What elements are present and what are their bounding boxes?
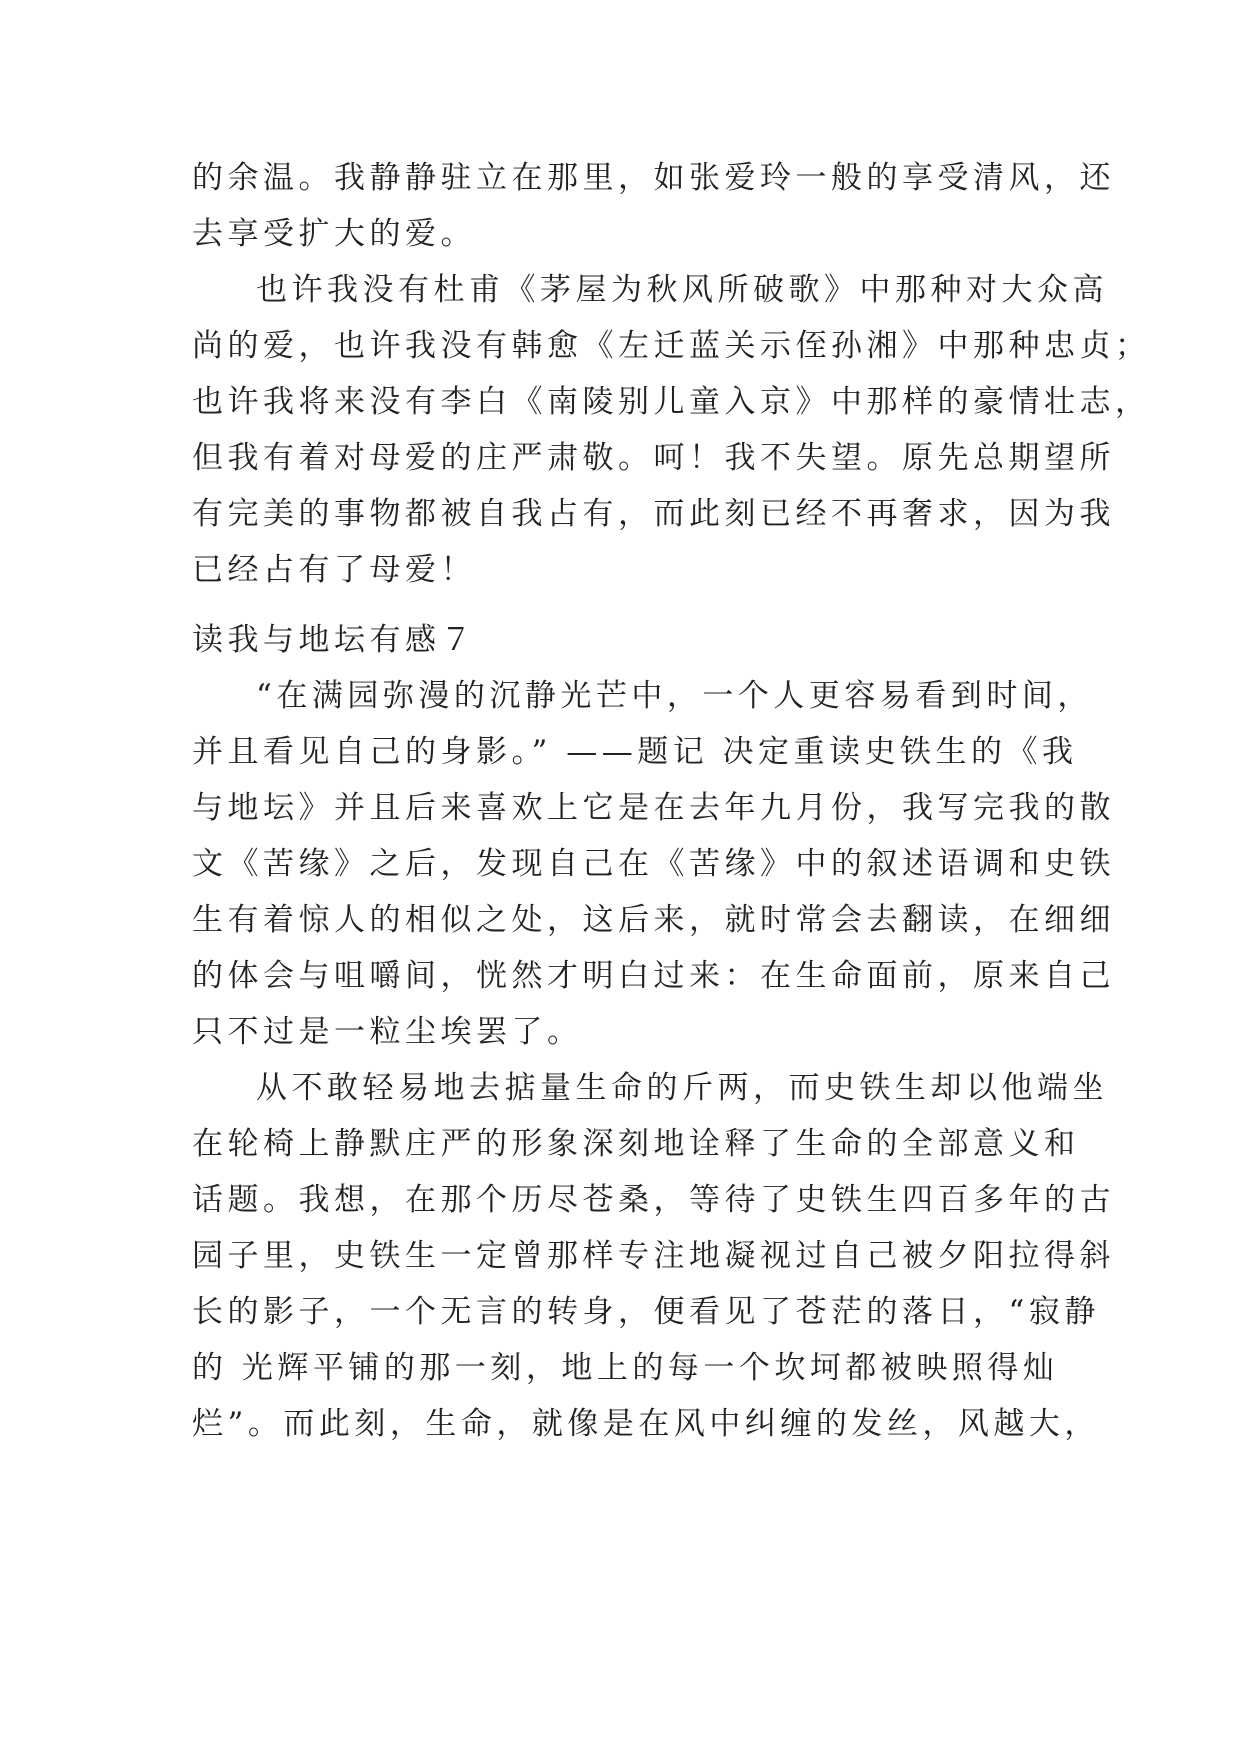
- text-line: 的余温。我静静驻立在那里，如张爱玲一般的享受清风，还: [192, 160, 1115, 196]
- text-line: 在轮椅上静默庄严的形象深刻地诠释了生命的全部意义和: [192, 1126, 1080, 1162]
- text-line: 只不过是一粒尘埃罢了。: [192, 1014, 583, 1050]
- text-line: 尚的爱，也许我没有韩愈《左迁蓝关示侄孙湘》中那种忠贞；: [192, 328, 1151, 364]
- text-line: 从不敢轻易地去掂量生命的斤两，而史铁生却以他端坐: [256, 1070, 1108, 1106]
- text-line: 的 光辉平铺的那一刻，地上的每一个坎坷都被映照得灿: [192, 1350, 1059, 1386]
- text-line: 但我有着对母爱的庄严肃敬。呵！我不失望。原先总期望所: [192, 440, 1115, 476]
- text-line: 生有着惊人的相似之处，这后来，就时常会去翻读，在细细: [192, 902, 1115, 938]
- text-line: 已经占有了母爱！: [192, 552, 476, 588]
- text-line: 烂”。而此刻，生命，就像是在风中纠缠的发丝，风越大，: [192, 1406, 1100, 1442]
- text-line: 长的影子，一个无言的转身，便看见了苍茫的落日，“寂静: [192, 1294, 1100, 1330]
- text-line: 与地坛》并且后来喜欢上它是在去年九月份，我写完我的散: [192, 790, 1115, 826]
- text-line: 园子里，史铁生一定曾那样专注地凝视过自己被夕阳拉得斜: [192, 1238, 1115, 1274]
- text-line: 并且看见自己的身影。” ——题记 决定重读史铁生的《我: [192, 734, 1078, 770]
- text-line: 文《苦缘》之后，发现自己在《苦缘》中的叙述语调和史铁: [192, 846, 1115, 882]
- text-line: 有完美的事物都被自我占有，而此刻已经不再奢求，因为我: [192, 496, 1115, 532]
- text-line: 也许我没有杜甫《茅屋为秋风所破歌》中那种对大众高: [256, 272, 1108, 308]
- text-line: 去享受扩大的爱。: [192, 216, 476, 252]
- text-line: 的体会与咀嚼间，恍然才明白过来：在生命面前，原来自己: [192, 958, 1115, 994]
- text-line: 也许我将来没有李白《南陵别儿童入京》中那样的豪情壮志，: [192, 384, 1151, 420]
- section-heading: 读我与地坛有感７: [192, 622, 476, 658]
- text-line: 话题。我想，在那个历尽苍桑，等待了史铁生四百多年的古: [192, 1182, 1115, 1218]
- text-line: “在满园弥漫的沉静光芒中，一个人更容易看到时间，: [256, 678, 1093, 714]
